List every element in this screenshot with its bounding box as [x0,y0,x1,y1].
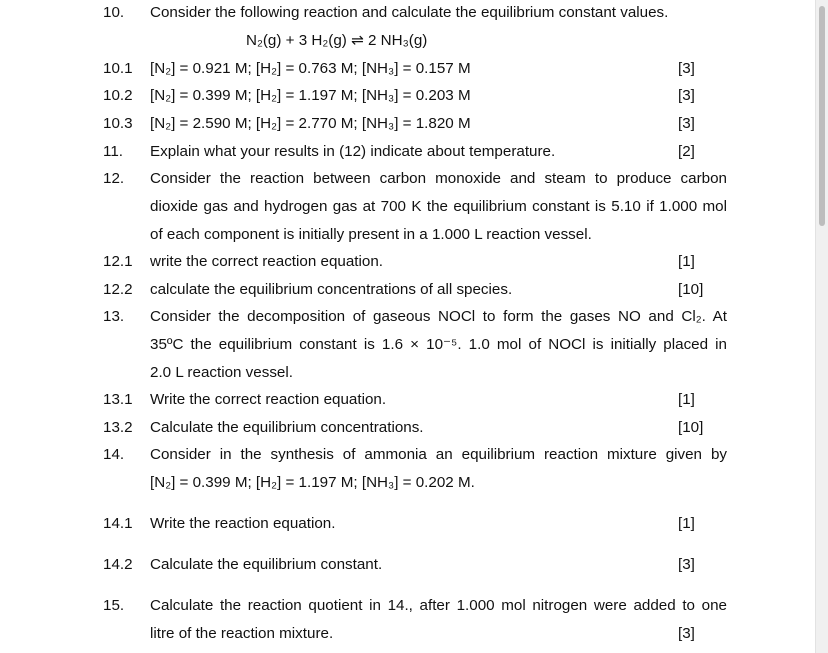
question-text: [N₂] = 0.399 M; [H₂] = 1.197 M; [NH₃] = 0.203 M [150,87,471,104]
question-number: 10.1 [103,60,133,77]
question-text: 2.0 L reaction vessel. [150,364,293,381]
question-12-line-3 [0,224,828,246]
question-number: 12.2 [103,281,133,298]
question-14-1-line [0,513,828,535]
question-number: 12.1 [103,253,133,270]
scrollbar-thumb[interactable] [819,6,825,226]
question-15-line-2 [0,623,828,645]
question-number: 15. [103,597,125,614]
question-text: Write the correct reaction equation. [150,391,387,408]
question-text: [N₂] = 0.921 M; [H₂] = 0.763 M; [NH₃] = 0.157 M [150,60,471,77]
question-11-line [0,141,828,163]
question-number: 12. [103,170,125,187]
question-text: Consider the following reaction and calculate the equilibrium constant values. [150,4,669,21]
marks-label: [3] [678,87,695,104]
question-13-2-line [0,417,828,439]
question-15-line-1 [0,595,828,617]
question-text: [N₂] = 0.399 M; [H₂] = 1.197 M; [NH₃] = 0.202 M. [150,474,475,491]
question-text: Explain what your results in (12) indicate about temperature. [150,143,556,160]
question-text: Calculate the equilibrium concentrations. [150,419,424,436]
marks-label: [1] [678,253,695,270]
question-number: 10.2 [103,87,133,104]
question-14-2-line [0,554,828,576]
question-number: 10. [103,4,125,21]
question-number: 11. [103,143,123,160]
question-text: 35ºC the equilibrium constant is 1.6 × 10⁻⁵. 1.0 mol of NOCl is initially placed in [150,336,727,353]
question-text: Calculate the reaction quotient in 14., after 1.000 mol nitrogen were added to one [150,597,727,614]
marks-label: [3] [678,115,695,132]
question-13-1-line [0,389,828,411]
question-14-line-2 [0,472,828,494]
question-text: Write the reaction equation. [150,515,336,532]
question-number: 13. [103,308,125,325]
question-text: dioxide gas and hydrogen gas at 700 K the equilibrium constant is 5.10 if 1.000 mol [150,198,727,215]
question-number: 13.1 [103,391,133,408]
question-number: 13.2 [103,419,133,436]
question-number: 14.1 [103,515,133,532]
reaction-equation-line [0,30,828,52]
question-text: Calculate the equilibrium constant. [150,556,383,573]
question-12-line-1 [0,168,828,190]
marks-label: [1] [678,391,695,408]
question-number: 10.3 [103,115,133,132]
question-12-2-line [0,279,828,301]
marks-label: [10] [678,419,704,436]
question-14-line-1 [0,444,828,466]
question-number: 14.2 [103,556,133,573]
question-10-3-line [0,113,828,135]
question-text: litre of the reaction mixture. [150,625,334,642]
marks-label: [3] [678,60,695,77]
question-12-line-2 [0,196,828,218]
reaction-equation: N₂(g) + 3 H₂(g) ⇌ 2 NH₃(g) [246,32,428,49]
question-text: calculate the equilibrium concentrations of all species. [150,281,513,298]
question-13-line-3 [0,362,828,384]
marks-label: [10] [678,281,704,298]
question-number: 14. [103,446,125,463]
question-10-1-line [0,58,828,80]
question-10-line [0,2,828,24]
question-text: of each component is initially present in a 1.000 L reaction vessel. [150,226,592,243]
question-text: Consider the reaction between carbon monoxide and steam to produce carbon [150,170,727,187]
question-text: Consider in the synthesis of ammonia an equilibrium reaction mixture given by [150,446,727,463]
question-13-line-2 [0,334,828,356]
question-10-2-line [0,85,828,107]
vertical-scrollbar[interactable] [815,0,828,653]
question-text: [N₂] = 2.590 M; [H₂] = 2.770 M; [NH₃] = 1.820 M [150,115,471,132]
question-text: write the correct reaction equation. [150,253,383,270]
marks-label: [2] [678,143,695,160]
marks-label: [3] [678,556,695,573]
marks-label: [1] [678,515,695,532]
marks-label: [3] [678,625,695,642]
question-text: Consider the decomposition of gaseous NOCl to form the gases NO and Cl₂. At [150,308,727,325]
question-12-1-line [0,251,828,273]
question-13-line-1 [0,306,828,328]
